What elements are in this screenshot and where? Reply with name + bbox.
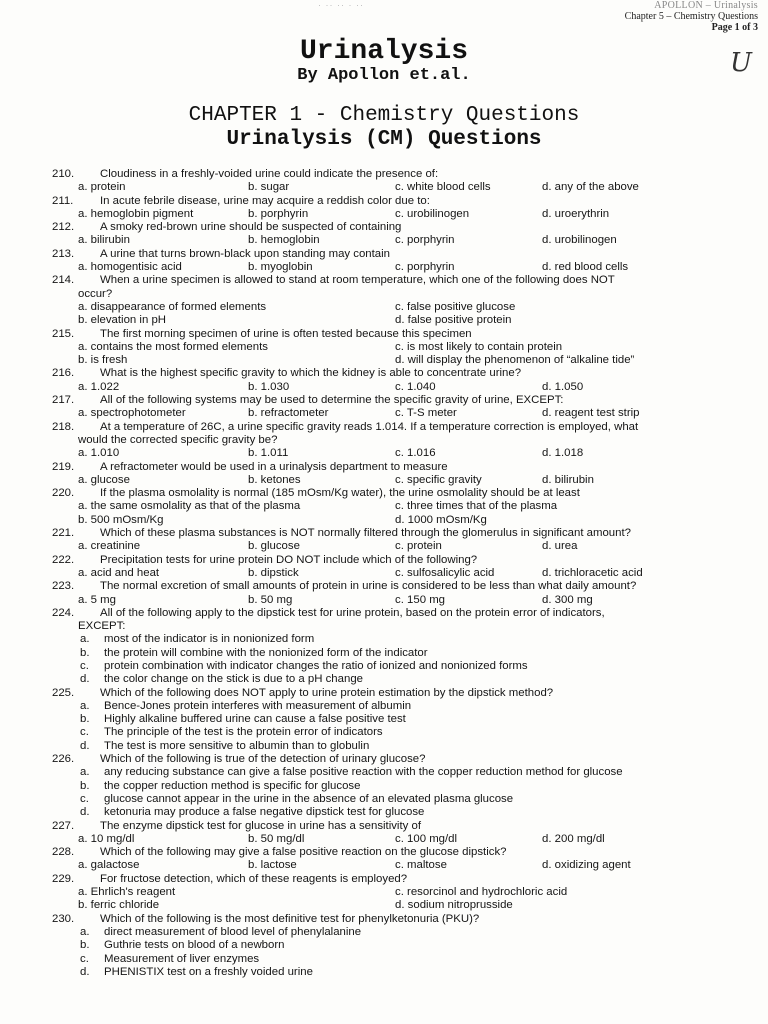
answer-row [0, 500, 768, 513]
answer-row [0, 540, 768, 553]
answer-row [0, 234, 768, 247]
answer-option: Highly alkaline buffered urine can cause a false positive test [104, 713, 406, 726]
answer-option: b. ferric chloride [78, 899, 160, 912]
question-item [0, 554, 768, 581]
answer-option: c. false positive glucose [395, 300, 516, 313]
question-stem-continuation [0, 434, 768, 447]
header-chapter-line: Chapter 5 – Chemistry Questions [624, 11, 758, 22]
answer-row [0, 793, 768, 806]
question-stem-continuation [0, 288, 768, 301]
document-title: Urinalysis [299, 36, 469, 67]
question-item [0, 580, 768, 607]
answer-row [0, 926, 768, 939]
answer-row [0, 713, 768, 726]
answer-option: a. 1.022 [78, 380, 120, 393]
answer-option: The test is more sensitive to albumin than to globulin [104, 739, 370, 752]
answer-option: d. will display the phenomenon of “alkaline tide” [395, 354, 635, 367]
answer-letter: d. [80, 739, 90, 752]
answer-option: b. dipstick [248, 566, 299, 579]
question-text: EXCEPT: [78, 620, 126, 633]
question-text: would the corrected specific gravity be? [78, 433, 278, 446]
question-stem-line [0, 328, 768, 341]
answer-option: a. the same osmolality as that of the plasma [78, 500, 301, 513]
question-item [0, 487, 768, 527]
answer-row [0, 766, 768, 779]
question-text: What is the highest specific gravity to which the kidney is able to concentrate urine? [100, 367, 522, 380]
answer-row [0, 474, 768, 487]
question-stem-line [0, 461, 768, 474]
question-number: 222. [52, 553, 75, 566]
answer-option: b. 50 mg [248, 593, 293, 606]
answer-letter: d. [80, 673, 90, 686]
question-stem-line [0, 195, 768, 208]
question-stem-line [0, 394, 768, 407]
answer-row [0, 673, 768, 686]
answer-option: b. elevation in pH [78, 314, 167, 327]
question-number: 230. [52, 912, 75, 925]
question-text: The enzyme dipstick test for glucose in urine has a sensitivity of [100, 819, 421, 832]
question-number: 215. [52, 327, 75, 340]
answer-letter: c. [80, 659, 89, 672]
answer-row [0, 780, 768, 793]
answer-row [0, 594, 768, 607]
answer-option: protein combination with indicator changes the ratio of ionized and nonionized forms [104, 659, 528, 672]
answer-option: direct measurement of blood level of phenylalanine [104, 925, 362, 938]
question-number: 227. [52, 819, 75, 832]
question-stem-line [0, 820, 768, 833]
question-item [0, 913, 768, 979]
answer-option: a. spectrophotometer [78, 407, 186, 420]
question-stem-line [0, 168, 768, 181]
answer-option: d. false positive protein [395, 314, 512, 327]
answer-option: d. uroerythrin [542, 207, 610, 220]
answer-option: c. T-S meter [395, 407, 457, 420]
answer-option: a. 1.010 [78, 447, 120, 460]
answer-row [0, 833, 768, 846]
question-item [0, 687, 768, 753]
answer-letter: c. [80, 792, 89, 805]
answer-option: c. 150 mg [395, 593, 446, 606]
answer-row [0, 341, 768, 354]
answer-row [0, 660, 768, 673]
answer-letter: b. [80, 646, 90, 659]
answer-option: c. 1.016 [395, 447, 436, 460]
answer-option: b. 1.011 [248, 447, 289, 460]
question-text: A urine that turns brown-black upon standing may contain [100, 247, 390, 260]
question-stem-line [0, 580, 768, 593]
answer-option: b. lactose [248, 859, 297, 872]
answer-row [0, 301, 768, 314]
question-text: A smoky red-brown urine should be suspected of containing [100, 221, 402, 234]
answer-option: b. 50 mg/dl [248, 832, 305, 845]
answer-option: d. reagent test strip [542, 407, 640, 420]
answer-option: a. 10 mg/dl [78, 832, 135, 845]
answer-option: c. resorcinol and hydrochloric acid [395, 886, 568, 899]
answer-row [0, 633, 768, 646]
question-text: Cloudiness in a freshly-voided urine could indicate the presence of: [100, 168, 439, 180]
answer-row [0, 181, 768, 194]
answer-letter: b. [80, 939, 90, 952]
answer-row [0, 966, 768, 979]
answer-row [0, 726, 768, 739]
answer-option: c. sulfosalicylic acid [395, 566, 495, 579]
question-text: The normal excretion of small amounts of protein in urine is considered to be less than what daily amount? [100, 580, 637, 593]
answer-option: a. protein [78, 181, 126, 194]
answer-option: d. urea [542, 540, 578, 553]
answer-option: Bence-Jones protein interferes with measurement of albumin [104, 699, 412, 712]
question-number: 218. [52, 420, 75, 433]
question-stem-line [0, 873, 768, 886]
answer-option: d. urobilinogen [542, 234, 617, 247]
answer-option: b. ketones [248, 473, 301, 486]
question-number: 220. [52, 487, 75, 500]
question-text: Which of the following is true of the detection of urinary glucose? [100, 753, 426, 766]
answer-option: c. urobilinogen [395, 207, 470, 220]
answer-option: the protein will combine with the nonionized form of the indicator [104, 646, 428, 659]
answer-row [0, 886, 768, 899]
answer-row [0, 381, 768, 394]
answer-row [0, 647, 768, 660]
answer-option: d. red blood cells [542, 261, 629, 274]
question-item [0, 394, 768, 421]
page-header [625, 0, 758, 33]
question-text: All of the following systems may be used to determine the specific gravity of urine, EXCEPT: [100, 394, 564, 407]
answer-option: d. oxidizing agent [542, 859, 631, 872]
answer-row [0, 740, 768, 753]
question-item [0, 195, 768, 222]
answer-option: a. disappearance of formed elements [78, 300, 267, 313]
question-number: 216. [52, 367, 75, 380]
question-number: 229. [52, 872, 75, 885]
answer-option: b. is fresh [78, 354, 128, 367]
answer-row [0, 700, 768, 713]
answer-letter: a. [80, 699, 90, 712]
question-text: When a urine specimen is allowed to stand at room temperature, which one of the following does NOT [100, 274, 615, 287]
question-text: All of the following apply to the dipstick test for urine protein, based on the protein error of indicators, [100, 606, 605, 619]
answer-option: d. 200 mg/dl [542, 832, 605, 845]
answer-row [0, 953, 768, 966]
question-item [0, 820, 768, 847]
section-heading: Urinalysis (CM) Questions [226, 128, 542, 151]
answer-letter: c. [80, 726, 89, 739]
answer-option: b. refractometer [248, 407, 329, 420]
answer-option: PHENISTIX test on a freshly voided urine [104, 965, 313, 978]
answer-letter: a. [80, 633, 90, 646]
question-item [0, 328, 768, 368]
question-item [0, 274, 768, 327]
question-stem-line [0, 367, 768, 380]
question-item [0, 873, 768, 913]
question-stem-line [0, 221, 768, 234]
answer-option: Measurement of liver enzymes [104, 952, 260, 965]
answer-option: d. 1.050 [542, 380, 584, 393]
question-number: 225. [52, 686, 75, 699]
answer-option: glucose cannot appear in the urine in the absence of an elevated plasma glucose [104, 792, 514, 805]
question-stem-line [0, 846, 768, 859]
answer-option: c. is most likely to contain protein [395, 340, 563, 353]
question-text: Which of the following does NOT apply to urine protein estimation by the dipstick method? [100, 686, 554, 699]
question-list [0, 168, 768, 1008]
question-item [0, 461, 768, 488]
answer-option: a. bilirubin [78, 234, 130, 247]
question-number: 217. [52, 394, 75, 407]
answer-row [0, 407, 768, 420]
answer-option: Guthrie tests on blood of a newborn [104, 939, 285, 952]
question-item [0, 846, 768, 873]
answer-option: c. specific gravity [395, 473, 482, 486]
question-number: 214. [52, 274, 75, 287]
answer-letter: b. [80, 779, 90, 792]
answer-option: b. 1.030 [248, 380, 290, 393]
question-number: 224. [52, 606, 75, 619]
question-stem-line [0, 421, 768, 434]
answer-row [0, 447, 768, 460]
answer-option: b. myoglobin [248, 261, 313, 274]
answer-option: d. any of the above [542, 181, 639, 194]
question-item [0, 527, 768, 554]
answer-option: the color change on the stick is due to a pH change [104, 673, 363, 686]
question-stem-line [0, 487, 768, 500]
question-stem-line [0, 554, 768, 567]
answer-option: d. 300 mg [542, 593, 593, 606]
question-number: 211. [52, 194, 74, 207]
answer-option: d. trichloracetic acid [542, 566, 643, 579]
question-stem-continuation [0, 620, 768, 633]
question-text: occur? [78, 287, 113, 300]
answer-letter: b. [80, 713, 90, 726]
answer-row [0, 899, 768, 912]
question-stem-line [0, 527, 768, 540]
answer-option: a. glucose [78, 473, 130, 486]
question-text: Precipitation tests for urine protein DO NOT include which of the following? [100, 553, 478, 566]
answer-row [0, 859, 768, 872]
question-stem-line [0, 687, 768, 700]
answer-option: b. 500 mOsm/Kg [78, 513, 164, 526]
question-stem-line [0, 753, 768, 766]
answer-option: d. sodium nitroprusside [395, 899, 513, 912]
question-item [0, 221, 768, 248]
answer-letter: a. [80, 766, 90, 779]
answer-row [0, 314, 768, 327]
question-text: The first morning specimen of urine is often tested because this specimen [100, 327, 472, 340]
question-item [0, 421, 768, 461]
answer-row [0, 208, 768, 221]
question-number: 213. [52, 247, 75, 260]
answer-option: b. porphyrin [248, 207, 309, 220]
question-text: At a temperature of 26C, a urine specific gravity reads 1.014. If a temperature correction is employed, what [100, 420, 639, 433]
answer-option: c. white blood cells [395, 181, 491, 194]
answer-option: ketonuria may produce a false negative dipstick test for glucose [104, 806, 425, 819]
question-text: In acute febrile disease, urine may acquire a reddish color due to: [100, 194, 430, 207]
answer-option: c. maltose [395, 859, 447, 872]
question-text: If the plasma osmolality is normal (185 mOsm/Kg water), the urine osmolality should be at least [100, 487, 580, 500]
question-number: 219. [52, 460, 75, 473]
answer-option: c. 100 mg/dl [395, 832, 458, 845]
answer-option: a. acid and heat [78, 566, 160, 579]
question-number: 210. [52, 168, 75, 180]
answer-row [0, 514, 768, 527]
answer-option: c. protein [395, 540, 442, 553]
question-number: 221. [52, 527, 75, 540]
answer-option: c. porphyrin [395, 234, 455, 247]
question-number: 228. [52, 846, 75, 859]
question-stem-line [0, 913, 768, 926]
answer-option: c. three times that of the plasma [395, 500, 558, 513]
question-stem-line [0, 607, 768, 620]
question-stem-line [0, 248, 768, 261]
scan-smudge: · ·· ·· · ·· [318, 0, 364, 10]
answer-row [0, 806, 768, 819]
question-item [0, 607, 768, 687]
question-text: A refractometer would be used in a urinalysis department to measure [100, 460, 448, 473]
handwritten-mark: U [730, 48, 752, 78]
question-item [0, 367, 768, 394]
answer-option: d. 1.018 [542, 447, 584, 460]
question-text: Which of the following may give a false positive reaction on the glucose dipstick? [100, 846, 507, 859]
answer-row [0, 354, 768, 367]
answer-letter: c. [80, 952, 89, 965]
answer-option: d. bilirubin [542, 473, 594, 486]
answer-row [0, 261, 768, 274]
question-item [0, 248, 768, 275]
answer-option: a. contains the most formed elements [78, 340, 268, 353]
answer-option: most of the indicator is in nonionized form [104, 633, 315, 646]
answer-option: any reducing substance can give a false positive reaction with the copper reduction method for glucose [104, 766, 623, 779]
answer-option: The principle of the test is the protein error of indicators [104, 726, 383, 739]
question-number: 212. [52, 221, 75, 234]
answer-letter: d. [80, 806, 90, 819]
answer-option: b. sugar [248, 181, 290, 194]
answer-letter: d. [80, 965, 90, 978]
question-text: For fructose detection, which of these reagents is employed? [100, 872, 408, 885]
document-byline: By Apollon et.al. [297, 66, 471, 85]
answer-option: d. 1000 mOsm/Kg [395, 513, 487, 526]
answer-option: the copper reduction method is specific for glucose [104, 779, 361, 792]
answer-option: a. hemoglobin pigment [78, 207, 194, 220]
question-text: Which of these plasma substances is NOT normally filtered through the glomerulus in significant amount? [100, 527, 631, 540]
answer-option: a. galactose [78, 859, 140, 872]
answer-option: a. homogentisic acid [78, 261, 182, 274]
answer-option: c. 1.040 [395, 380, 436, 393]
answer-option: b. hemoglobin [248, 234, 320, 247]
question-number: 226. [52, 753, 75, 766]
question-item [0, 753, 768, 819]
answer-letter: a. [80, 925, 90, 938]
chapter-heading: CHAPTER 1 - Chemistry Questions [188, 104, 580, 127]
question-item [0, 168, 768, 195]
answer-option: a. 5 mg [78, 593, 116, 606]
question-text: Which of the following is the most definitive test for phenylketonuria (PKU)? [100, 912, 480, 925]
answer-row [0, 567, 768, 580]
answer-option: b. glucose [248, 540, 300, 553]
question-number: 223. [52, 580, 75, 593]
header-page-number: Page 1 of 3 [711, 22, 758, 33]
answer-option: a. Ehrlich's reagent [78, 886, 176, 899]
answer-row [0, 939, 768, 952]
answer-option: c. porphyrin [395, 261, 455, 274]
question-stem-line [0, 274, 768, 287]
header-top-line: APOLLON – Urinalysis [654, 0, 758, 11]
answer-option: a. creatinine [78, 540, 141, 553]
